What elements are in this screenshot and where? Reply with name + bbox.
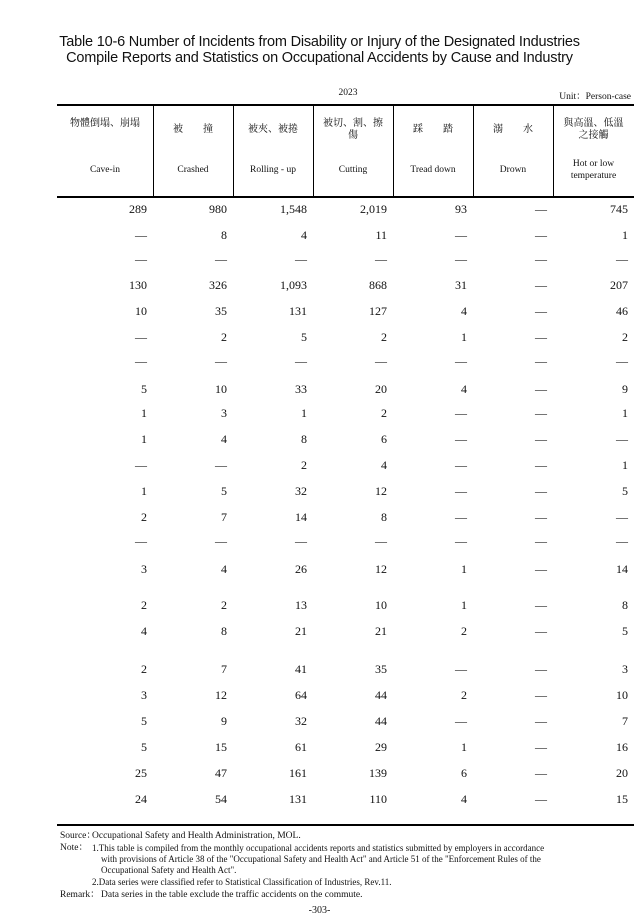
table-cell: 130 [129, 278, 147, 292]
table-cell: 5 [622, 624, 628, 638]
table-cell: 207 [610, 278, 628, 292]
column-header-en: Cutting [338, 165, 368, 175]
table-cell: 16 [616, 740, 628, 754]
header-column-divider [473, 106, 474, 198]
table-cell: 11 [375, 228, 387, 242]
table-cell: — [455, 510, 467, 524]
note-label: Note： [60, 843, 88, 853]
table-cell: 139 [369, 766, 387, 780]
column-header-en: Hot or low temperature [570, 159, 617, 181]
table-cell: 2 [141, 662, 147, 676]
table-cell: 4 [461, 792, 467, 806]
table-cell: 2,019 [360, 202, 387, 216]
table-cell: — [135, 354, 147, 368]
table-cell: 7 [622, 714, 628, 728]
table-cell: — [135, 330, 147, 344]
table-cell: — [455, 432, 467, 446]
table-cell: 10 [215, 382, 227, 396]
table-title-line-2: Compile Reports and Statistics on Occupational Accidents by Cause and Industry [66, 50, 573, 66]
table-cell: 1,093 [280, 278, 307, 292]
table-cell: — [535, 662, 547, 676]
table-cell: 4 [461, 382, 467, 396]
table-cell: 93 [455, 202, 467, 216]
table-cell: 3 [141, 688, 147, 702]
table-cell: 26 [295, 562, 307, 576]
table-cell: 7 [221, 662, 227, 676]
table-cell: 10 [135, 304, 147, 318]
table-cell: 6 [381, 432, 387, 446]
table-cell: 54 [215, 792, 227, 806]
column-header-zh: 溺 水 [493, 124, 533, 135]
table-cell: 61 [295, 740, 307, 754]
table-cell: 4 [461, 304, 467, 318]
column-header-zh: 踩 踏 [413, 124, 453, 135]
table-cell: 46 [616, 304, 628, 318]
table-cell: 10 [616, 688, 628, 702]
table-bottom-rule [57, 824, 634, 826]
table-cell: 8 [301, 432, 307, 446]
table-cell: 35 [215, 304, 227, 318]
table-cell: — [535, 432, 547, 446]
table-cell: 15 [215, 740, 227, 754]
table-cell: 4 [221, 562, 227, 576]
table-cell: 5 [622, 484, 628, 498]
table-cell: 2 [141, 598, 147, 612]
table-cell: — [135, 252, 147, 266]
table-cell: 8 [381, 510, 387, 524]
table-cell: 2 [461, 688, 467, 702]
table-cell: — [535, 598, 547, 612]
table-cell: 12 [375, 562, 387, 576]
table-cell: — [455, 406, 467, 420]
column-header-en: Crashed [177, 165, 209, 175]
table-cell: — [535, 562, 547, 576]
table-cell: 32 [295, 484, 307, 498]
column-header-zh: 物體倒塌、崩塌 [70, 118, 140, 129]
header-bottom-rule [57, 196, 634, 198]
table-cell: 5 [221, 484, 227, 498]
table-cell: — [455, 662, 467, 676]
table-cell: — [535, 252, 547, 266]
table-cell: 2 [301, 458, 307, 472]
table-cell: 980 [209, 202, 227, 216]
table-cell: 8 [622, 598, 628, 612]
table-cell: 2 [622, 330, 628, 344]
column-header-en: Rolling - up [250, 165, 296, 175]
note-1-line-2: with provisions of Article 38 of the "Occupational Safety and Health Act" and Article 51 of the "Enforcement Rules of the [101, 854, 541, 864]
table-cell: — [535, 510, 547, 524]
table-title-line-1: Table 10-6 Number of Incidents from Disability or Injury of the Designated Industries [59, 34, 580, 50]
table-cell: 20 [616, 766, 628, 780]
table-cell: 13 [295, 598, 307, 612]
table-cell: — [455, 458, 467, 472]
table-cell: — [616, 534, 628, 548]
column-header-zh: 被夾、被捲 [248, 124, 298, 135]
table-cell: — [455, 714, 467, 728]
page-number: -303- [308, 905, 331, 916]
table-cell: 4 [221, 432, 227, 446]
table-cell: 14 [616, 562, 628, 576]
table-cell: 20 [375, 382, 387, 396]
table-cell: — [215, 458, 227, 472]
table-cell: — [215, 354, 227, 368]
table-cell: — [535, 382, 547, 396]
table-cell: 1,548 [280, 202, 307, 216]
table-cell: — [375, 252, 387, 266]
table-cell: 44 [375, 688, 387, 702]
header-top-rule [57, 104, 634, 106]
table-cell: — [535, 304, 547, 318]
table-cell: — [535, 202, 547, 216]
table-cell: 1 [622, 458, 628, 472]
header-column-divider [233, 106, 234, 198]
table-cell: 33 [295, 382, 307, 396]
table-cell: — [616, 510, 628, 524]
table-cell: 131 [289, 792, 307, 806]
table-cell: — [535, 458, 547, 472]
table-cell: — [535, 688, 547, 702]
table-cell: 1 [622, 406, 628, 420]
unit-label: Unit：Person-case [559, 92, 631, 102]
table-cell: 10 [375, 598, 387, 612]
table-cell: 21 [375, 624, 387, 638]
table-cell: — [535, 354, 547, 368]
table-cell: — [616, 354, 628, 368]
table-cell: — [535, 714, 547, 728]
table-cell: — [295, 354, 307, 368]
table-cell: 5 [141, 714, 147, 728]
column-header-en: Drown [499, 165, 527, 175]
table-cell: — [535, 624, 547, 638]
table-cell: 1 [461, 562, 467, 576]
table-cell: — [535, 740, 547, 754]
table-cell: 4 [141, 624, 147, 638]
table-cell: 9 [622, 382, 628, 396]
remark-text: Data series in the table exclude the traffic accidents on the commute. [101, 890, 363, 900]
table-cell: — [535, 406, 547, 420]
year-label: 2023 [338, 88, 358, 98]
source-label: Source： [60, 831, 96, 841]
table-cell: — [135, 458, 147, 472]
table-cell: 47 [215, 766, 227, 780]
table-cell: — [455, 484, 467, 498]
table-cell: 15 [616, 792, 628, 806]
table-cell: — [375, 354, 387, 368]
table-cell: 1 [461, 330, 467, 344]
table-cell: — [135, 228, 147, 242]
table-cell: 1 [461, 598, 467, 612]
table-cell: 4 [381, 458, 387, 472]
table-cell: — [616, 252, 628, 266]
table-cell: 64 [295, 688, 307, 702]
table-cell: — [535, 330, 547, 344]
table-cell: 1 [141, 406, 147, 420]
table-cell: 2 [461, 624, 467, 638]
table-cell: — [215, 534, 227, 548]
table-cell: 32 [295, 714, 307, 728]
column-header-zh: 被切、割、擦傷 [323, 118, 383, 141]
table-cell: — [535, 228, 547, 242]
table-cell: — [215, 252, 227, 266]
table-cell: 29 [375, 740, 387, 754]
table-cell: — [535, 484, 547, 498]
table-cell: 2 [381, 330, 387, 344]
table-cell: 161 [289, 766, 307, 780]
table-cell: 24 [135, 792, 147, 806]
table-cell: 110 [369, 792, 387, 806]
table-cell: 6 [461, 766, 467, 780]
column-header-en: Tread down [410, 165, 456, 175]
table-cell: — [295, 252, 307, 266]
table-cell: — [135, 534, 147, 548]
table-cell: 326 [209, 278, 227, 292]
table-cell: — [455, 534, 467, 548]
table-cell: 12 [375, 484, 387, 498]
table-cell: 5 [301, 330, 307, 344]
table-cell: 2 [221, 330, 227, 344]
table-cell: 25 [135, 766, 147, 780]
table-cell: — [455, 354, 467, 368]
table-cell: — [455, 252, 467, 266]
table-cell: 35 [375, 662, 387, 676]
table-cell: 2 [221, 598, 227, 612]
note-2: 2.Data series were classified refer to Statistical Classification of Industries, Rev.11. [92, 877, 392, 887]
header-column-divider [153, 106, 154, 198]
table-cell: 868 [369, 278, 387, 292]
table-cell: 8 [221, 624, 227, 638]
table-cell: 12 [215, 688, 227, 702]
table-cell: 3 [141, 562, 147, 576]
table-cell: — [375, 534, 387, 548]
table-cell: 14 [295, 510, 307, 524]
table-cell: 127 [369, 304, 387, 318]
column-header-en: Cave-in [89, 165, 121, 175]
table-cell: — [535, 792, 547, 806]
table-cell: 131 [289, 304, 307, 318]
table-cell: — [535, 534, 547, 548]
table-cell: 5 [141, 382, 147, 396]
table-cell: 41 [295, 662, 307, 676]
table-cell: — [295, 534, 307, 548]
column-header-zh: 被 撞 [173, 124, 213, 135]
table-cell: 7 [221, 510, 227, 524]
table-cell: 31 [455, 278, 467, 292]
note-1-line-1: 1.This table is compiled from the monthly occupational accidents reports and statistics submitted by employers in accordance [92, 843, 545, 853]
header-column-divider [393, 106, 394, 198]
note-1-line-3: Occupational Safety and Health Act". [101, 865, 237, 875]
table-cell: 2 [381, 406, 387, 420]
table-cell: — [535, 766, 547, 780]
table-cell: 1 [141, 432, 147, 446]
table-cell: 3 [622, 662, 628, 676]
source-text: Occupational Safety and Health Administration, MOL. [92, 831, 301, 841]
table-cell: 1 [141, 484, 147, 498]
table-cell: 5 [141, 740, 147, 754]
table-cell: 1 [461, 740, 467, 754]
column-header-zh: 與高溫、低溫之接觸 [563, 118, 624, 141]
table-cell: 44 [375, 714, 387, 728]
table-cell: 1 [301, 406, 307, 420]
table-cell: 1 [622, 228, 628, 242]
table-cell: 4 [301, 228, 307, 242]
remark-label: Remark： [60, 890, 100, 900]
table-cell: 289 [129, 202, 147, 216]
table-cell: 745 [610, 202, 628, 216]
table-cell: — [455, 228, 467, 242]
table-cell: 2 [141, 510, 147, 524]
table-cell: 8 [221, 228, 227, 242]
table-cell: — [535, 278, 547, 292]
table-cell: 9 [221, 714, 227, 728]
table-cell: — [616, 432, 628, 446]
table-cell: 21 [295, 624, 307, 638]
table-cell: 3 [221, 406, 227, 420]
